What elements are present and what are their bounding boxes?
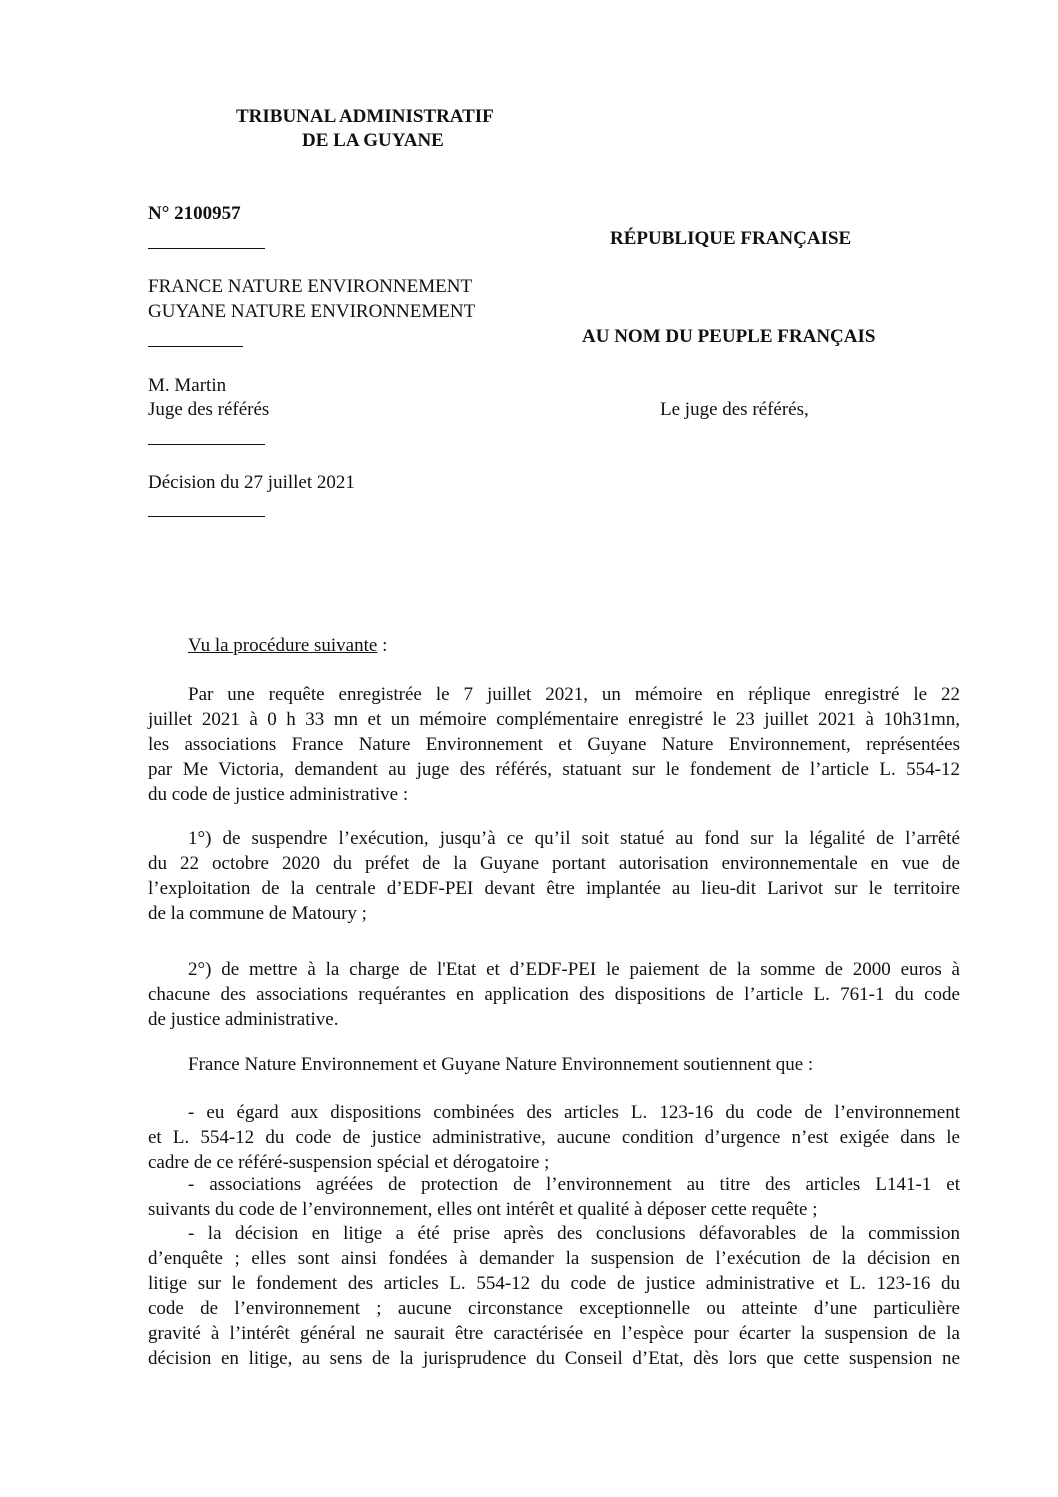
procedure-heading: Vu la procédure suivante :: [188, 635, 388, 656]
argument-standing: - associations agréées de protection de l’environnement au titre des articles L141-1 et suivants du code de l’environnement, elles ont intérêt et qualité à déposer cette requête ;: [148, 1174, 960, 1220]
republic-heading: RÉPUBLIQUE FRANÇAISE: [610, 228, 852, 249]
case-number: N° 2100957: [148, 203, 241, 224]
paragraph-conclusion-1: 1°) de suspendre l’exécution, jusqu’à ce qu’il soit statué au fond sur la légalité de l’arrêté du 22 octobre 2020 du préfet de la Guyane portant autorisation environnementale en vue de l’exploitation de la centrale d’EDF-PEI devant être implantée au lieu-dit Larivot sur le territoire de la commune de Matoury ;: [148, 828, 960, 924]
people-heading: AU NOM DU PEUPLE FRANÇAIS: [582, 326, 876, 347]
judge-heading: Le juge des référés,: [660, 399, 809, 420]
judge-role: Juge des référés: [148, 399, 270, 420]
party-name: FRANCE NATURE ENVIRONNEMENT: [148, 276, 473, 297]
decision-date: Décision du 27 juillet 2021: [148, 472, 355, 493]
judge-name: M. Martin: [148, 375, 227, 396]
court-name-line1: TRIBUNAL ADMINISTRATIF: [236, 106, 494, 127]
party-name: GUYANE NATURE ENVIRONNEMENT: [148, 301, 476, 322]
paragraph-conclusion-2: 2°) de mettre à la charge de l'Etat et d’EDF-PEI le paiement de la somme de 2000 euros à chacune des associations requérantes en application des dispositions de l’article L. 761-1 du code de justice administrative.: [148, 959, 960, 1030]
argument-merits: - la décision en litige a été prise après des conclusions défavorables de la commission d’enquête ; elles sont ainsi fondées à demander la suspension de l’exécution de la décision en litige sur le fondement des articles L. 554-12 du code de justice administrative et L. 123-16 du code de l’environnement ; aucune circonstance exceptionnelle ou atteinte d’une particulière gravité à l’intérêt général ne saurait être caractérisée en l’espèce pour écarter la suspension de la décision en litige, au sens de la jurisprudence du Conseil d’Etat, dès lors que cette suspension ne: [148, 1223, 960, 1369]
divider: [148, 248, 265, 249]
argument-urgency: - eu égard aux dispositions combinées des articles L. 123-16 du code de l’environnement et L. 554-12 du code de justice administrative, aucune condition d’urgence n’est exigée dans le cadre de ce référé-suspension spécial et dérogatoire ;: [148, 1102, 960, 1173]
divider: [148, 346, 243, 347]
paragraph-request: Par une requête enregistrée le 7 juillet 2021, un mémoire en réplique enregistré le 22 juillet 2021 à 0 h 33 mn et un mémoire complémentaire enregistré le 23 juillet 2021 à 10h31mn, les associations France Nature Environnement et Guyane Nature Environnement, représentées par Me Victoria, demandent au juge des référés, statuant sur le fondement de l’article L. 554-12 du code de justice administrative :: [148, 684, 960, 805]
divider: [148, 516, 265, 517]
paragraph-arguments-intro: France Nature Environnement et Guyane Nature Environnement soutiennent que :: [188, 1054, 814, 1075]
divider: [148, 444, 265, 445]
court-name-line2: DE LA GUYANE: [302, 130, 444, 151]
